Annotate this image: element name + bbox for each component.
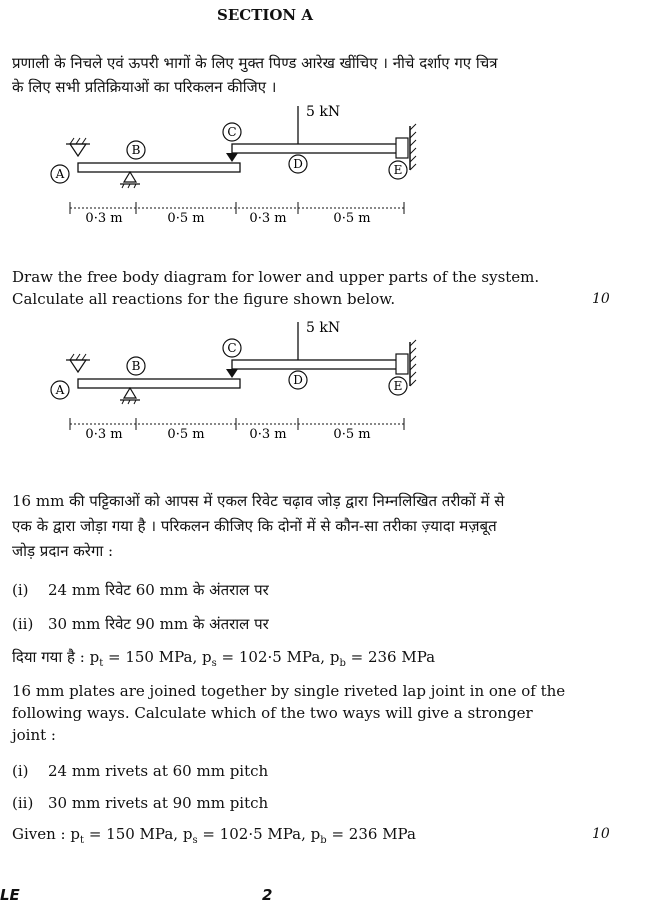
ps-value: = 102·5 MPa,	[216, 648, 326, 666]
pb-sub: b	[339, 658, 346, 669]
dim-3: 0·3 m	[249, 427, 287, 442]
q2-hindi-opt1-num: (i)	[12, 581, 29, 599]
q2-english-line3: joint :	[12, 726, 56, 744]
label-b: B	[131, 143, 141, 157]
q2-english-line2: following ways. Calculate which of the two ways will give a stronger	[12, 704, 533, 722]
pb-sub: b	[320, 835, 327, 846]
q2-hindi-line1: 16 mm की पट्टिकाओं को आपस में एकल रिवेट चढ़ाव जोड़ द्वारा निम्नलिखित तरीकों में से	[12, 492, 505, 510]
label-a: A	[55, 383, 65, 397]
label-c: C	[227, 125, 237, 139]
pt-value: = 150 MPa,	[84, 825, 179, 843]
q1-hindi-line1: प्रणाली के निचले एवं ऊपरी भागों के लिए मुक्त पिण्ड आरेख खींचिए । नीचे दर्शाए गए चित्र	[12, 54, 498, 72]
section-title: SECTION A	[216, 6, 314, 24]
q1-english-line2: Calculate all reactions for the figure shown below.	[12, 290, 396, 308]
q2-hindi-opt2: 30 mm रिवेट 90 mm के अंतराल पर	[48, 615, 269, 633]
q2-hindi-opt2-num: (ii)	[12, 615, 34, 633]
footer-left: LE	[0, 886, 20, 904]
q2-marks: 10	[592, 826, 610, 842]
q1-hindi-line2: के लिए सभी प्रतिक्रियाओं का परिकलन कीजिए ।	[12, 78, 277, 96]
pb-value: = 236 MPa	[345, 648, 436, 666]
dim-1: 0·3 m	[85, 211, 123, 226]
pt-sub: t	[80, 835, 85, 846]
dim-4: 0·5 m	[333, 427, 371, 442]
q2-hindi-line3: जोड़ प्रदान करेगा :	[12, 542, 114, 560]
beam-figure-hindi	[40, 98, 440, 228]
page-number: 2	[262, 886, 273, 904]
beam-figure-english	[40, 314, 440, 444]
q2-hindi-opt1: 24 mm रिवेट 60 mm के अंतराल पर	[48, 581, 269, 599]
q1-english-line1: Draw the free body diagram for lower and upper parts of the system.	[12, 268, 540, 286]
pt-symbol: p	[70, 825, 81, 843]
dim-3: 0·3 m	[249, 211, 287, 226]
load-label: 5 kN	[306, 104, 341, 120]
q2-hindi-line2: एक के द्वारा जोड़ा गया है । परिकलन कीजिए कि दोनों में से कौन-सा तरीका ज़्यादा मज़बूत	[12, 517, 497, 535]
pt-value: = 150 MPa,	[103, 648, 198, 666]
q2-eng-opt1: 24 mm rivets at 60 mm pitch	[48, 762, 269, 780]
ps-sub: s	[192, 835, 198, 846]
english-given-label: Given :	[12, 825, 66, 843]
q2-english-given	[12, 823, 416, 848]
label-e: E	[393, 379, 403, 393]
ps-sub: s	[211, 658, 217, 669]
q2-eng-opt2: 30 mm rivets at 90 mm pitch	[48, 794, 269, 812]
hindi-given-label: दिया गया है :	[12, 648, 85, 666]
label-e: E	[393, 163, 403, 177]
dim-2: 0·5 m	[167, 211, 205, 226]
ps-symbol: p	[202, 648, 212, 666]
load-label: 5 kN	[306, 320, 341, 336]
pb-symbol: p	[310, 825, 321, 843]
pt-symbol: p	[89, 648, 100, 666]
label-d: D	[293, 157, 303, 171]
q1-marks: 10	[592, 291, 610, 307]
ps-value: = 102·5 MPa,	[197, 825, 306, 843]
dim-2: 0·5 m	[167, 427, 205, 442]
q2-hindi-given	[12, 646, 435, 671]
ps-symbol: p	[182, 825, 193, 843]
dim-1: 0·3 m	[85, 427, 123, 442]
label-a: A	[55, 167, 65, 181]
pt-sub: t	[99, 658, 104, 669]
q2-eng-opt1-num: (i)	[12, 762, 29, 780]
q2-eng-opt2-num: (ii)	[12, 794, 34, 812]
dim-4: 0·5 m	[333, 211, 371, 226]
q2-english-line1: 16 mm plates are joined together by single riveted lap joint in one of the	[12, 682, 566, 700]
pb-value: = 236 MPa	[326, 825, 416, 843]
label-d: D	[293, 373, 303, 387]
pb-symbol: p	[329, 648, 340, 666]
label-c: C	[227, 341, 237, 355]
label-b: B	[131, 359, 141, 373]
